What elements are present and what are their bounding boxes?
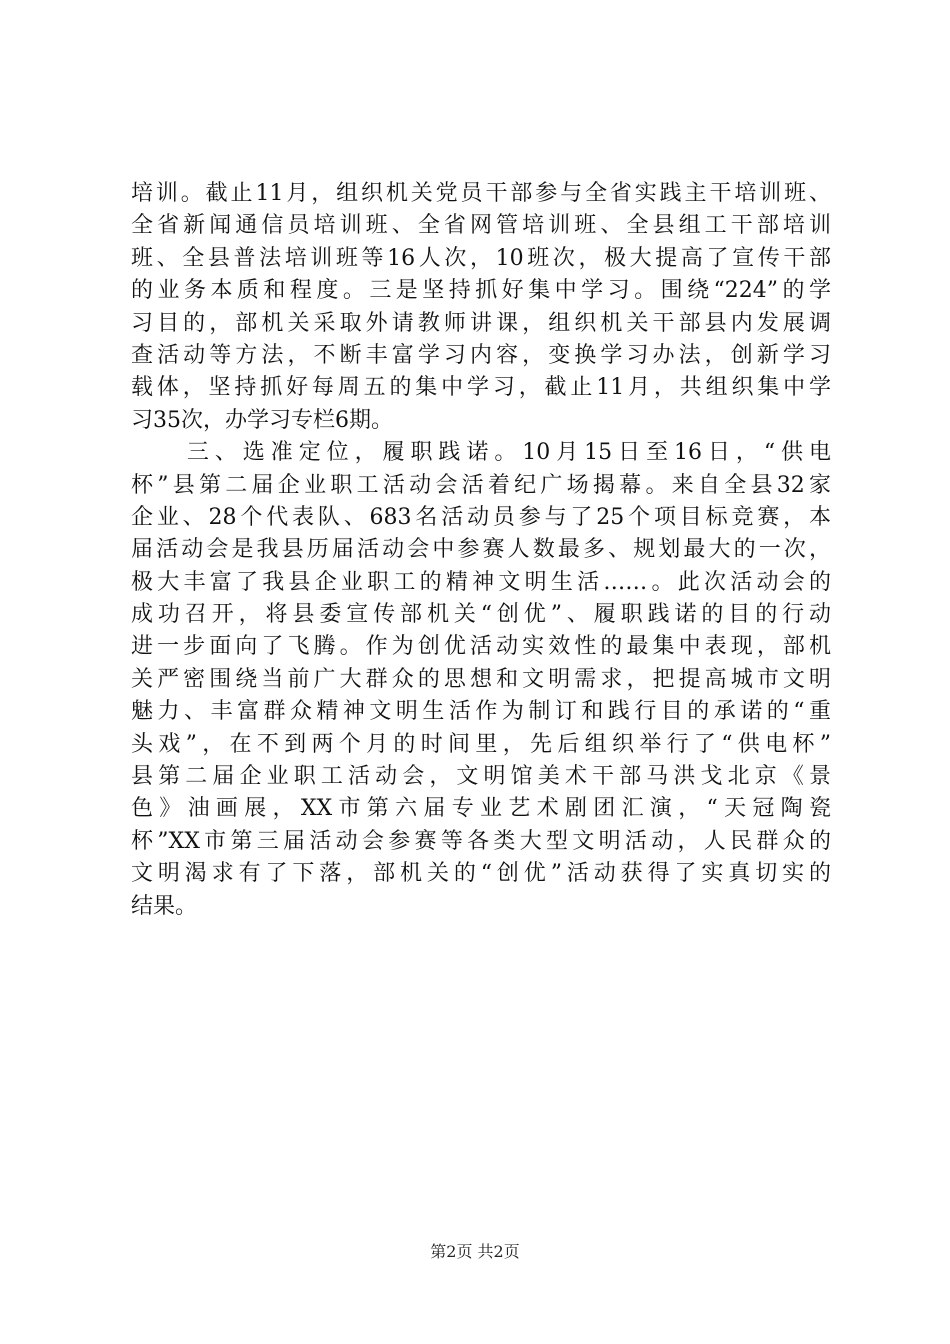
text-line: 习35次，办学习专栏6期。 (131, 407, 393, 433)
text-line: 极大丰富了我县企业职工的精神文明生活……。此次活动会的 (131, 569, 831, 595)
text-line: 载体，坚持抓好每周五的集中学习，截止11月，共组织集中学 (131, 375, 831, 401)
text-line: 杯”县第二届企业职工活动会活着纪广场揭幕。来自全县32家 (131, 472, 831, 498)
page-footer: 第2页 共2页 (430, 1242, 520, 1261)
text-line: 文明渴求有了下落，部机关的“创优”活动获得了实真切实的 (131, 861, 831, 887)
text-line: 三、选准定位，履职践诺。10月15日至16日，“供电 (131, 440, 831, 466)
text-line: 县第二届企业职工活动会，文明馆美术干部马洪戈北京《景 (131, 764, 831, 790)
body-text (131, 178, 831, 923)
text-line: 习目的，部机关采取外请教师讲课，组织机关干部县内发展调 (131, 310, 831, 336)
text-line: 的业务本质和程度。三是坚持抓好集中学习。围绕“224”的学 (131, 278, 831, 304)
text-line: 培训。截止11月，组织机关党员干部参与全省实践主干培训班、 (131, 181, 831, 206)
text-line: 关严密围绕当前广大群众的思想和文明需求，把提高城市文明 (131, 666, 831, 692)
text-line: 色》油画展，XX市第六届专业艺术剧团汇演，“天冠陶瓷 (131, 796, 831, 822)
text-line: 成功召开，将县委宣传部机关“创优”、履职践诺的目的行动 (131, 602, 831, 628)
text-line: 杯”XX市第三届活动会参赛等各类大型文明活动，人民群众的 (131, 828, 831, 854)
text-line: 魅力、丰富群众精神文明生活作为制订和践行目的承诺的“重 (131, 699, 831, 725)
text-line: 头戏”，在不到两个月的时间里，先后组织举行了“供电杯” (131, 731, 831, 757)
text-line: 结果。 (131, 893, 198, 919)
text-line: 届活动会是我县历届活动会中参赛人数最多、规划最大的一次， (131, 537, 831, 563)
text-line: 全省新闻通信员培训班、全省网管培训班、全县组工干部培训 (131, 213, 831, 239)
text-line: 企业、28个代表队、683名活动员参与了25个项目标竞赛，本 (131, 504, 831, 530)
text-line: 班、全县普法培训班等16人次，10班次，极大提高了宣传干部 (131, 245, 831, 271)
text-line: 查活动等方法，不断丰富学习内容，变换学习办法，创新学习 (131, 342, 831, 368)
text-line: 进一步面向了飞腾。作为创优活动实效性的最集中表现，部机 (131, 634, 831, 660)
